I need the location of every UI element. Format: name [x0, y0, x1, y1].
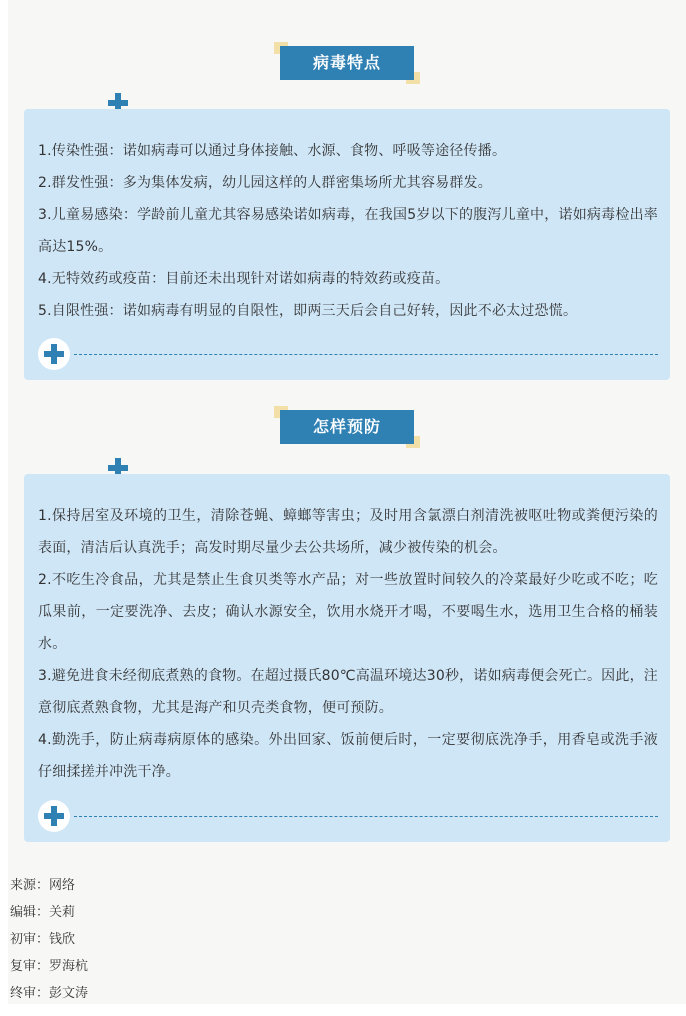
paragraph: 3.儿童易感染：学龄前儿童尤其容易感染诺如病毒，在我国5岁以下的腹泻儿童中，诺如病毒检出率高达15%。	[38, 207, 658, 255]
dashed-divider	[74, 816, 658, 817]
prevention-card	[24, 474, 670, 842]
paragraph: 2.群发性强：多为集体发病，幼儿园这样的人群密集场所尤其容易群发。	[38, 175, 492, 191]
section-title-prevention: 怎样预防	[280, 410, 414, 444]
paragraph: 1.保持居室及环境的卫生，清除苍蝇、蟑螂等害虫；及时用含氯漂白剂清洗被呕吐物或粪便污染的表面，清洁后认真洗手；高发时期尽量少去公共场所，减少被传染的机会。	[38, 508, 658, 556]
paragraph: 4.勤洗手，防止病毒病原体的感染。外出回家、饭前便后时，一定要彻底洗净手，用香皂或洗手液仔细揉搓并冲洗干净。	[38, 732, 658, 780]
card-footer	[38, 800, 658, 830]
section-title-box-features	[274, 42, 420, 84]
features-text	[38, 135, 658, 327]
article-page	[8, 0, 686, 1004]
paragraph: 3.避免进食未经彻底煮熟的食物。在超过摄氏80℃高温环境达30秒，诺如病毒便会死亡。因此，注意彻底煮熟食物，尤其是海产和贝壳类食物，便可预防。	[38, 668, 658, 716]
paragraph: 4.无特效药或疫苗：目前还未出现针对诺如病毒的特效药或疫苗。	[38, 271, 450, 287]
dashed-divider	[74, 354, 658, 355]
credits	[10, 872, 88, 1007]
card-footer	[38, 338, 658, 368]
paragraph: 2.不吃生冷食品，尤其是禁止生食贝类等水产品；对一些放置时间较久的冷菜最好少吃或不吃；吃瓜果前，一定要洗净、去皮；确认水源安全，饮用水烧开才喝，不要喝生水，选用卫生合格的桶装水。	[38, 572, 658, 652]
circle-plus-icon	[38, 338, 70, 370]
credit-final-review: 终审：彭文涛	[10, 986, 89, 1001]
credit-first-review: 初审：钱欣	[10, 932, 76, 947]
credit-second-review: 复审：罗海杭	[10, 959, 89, 974]
circle-plus-icon	[38, 800, 70, 832]
features-card	[24, 109, 670, 380]
paragraph: 5.自限性强：诺如病毒有明显的自限性，即两三天后会自己好转，因此不必太过恐慌。	[38, 303, 578, 319]
section-title-box-prevention	[274, 406, 420, 448]
section-title-features: 病毒特点	[280, 46, 414, 80]
paragraph: 1.传染性强：诺如病毒可以通过身体接触、水源、食物、呼吸等途径传播。	[38, 143, 507, 159]
credit-source: 来源：网络	[10, 878, 76, 893]
prevention-text	[38, 500, 658, 788]
credit-editor: 编辑：关莉	[10, 905, 76, 920]
